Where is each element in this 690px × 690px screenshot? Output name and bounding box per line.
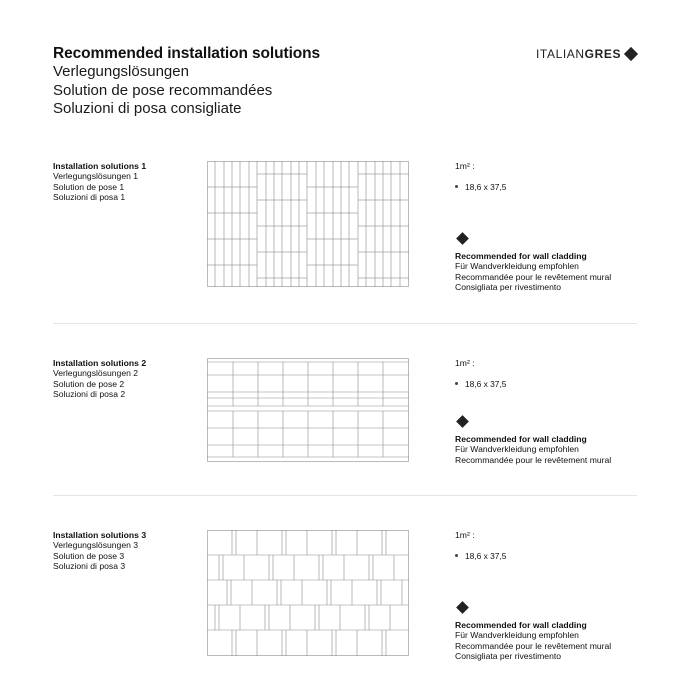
divider — [53, 323, 637, 324]
section-label-fr: Solution de pose 3 — [53, 550, 125, 561]
recommendation-fr: Recommandée pour le revêtement mural — [455, 454, 612, 465]
recommendation-title: Recommended for wall cladding — [455, 620, 587, 630]
tile-pattern-1 — [207, 161, 409, 287]
pattern-drawing — [207, 530, 409, 656]
recommendation-fr: Recommandée pour le revêtement mural — [455, 271, 612, 282]
logo-text-bold: GRES — [584, 47, 622, 61]
recommendation-it: Consigliata per rivestimento — [455, 650, 562, 661]
recommendation-de: Für Wandverkleidung empfohlen — [455, 261, 579, 272]
unit-label: 1m² : — [455, 161, 475, 171]
section-label-it: Soluzioni di posa 2 — [53, 388, 126, 399]
section-title: Installation solutions 1 — [53, 161, 147, 171]
recommendation-de: Für Wandverkleidung empfohlen — [455, 444, 579, 455]
installation-section-2 — [0, 358, 690, 508]
recommendation-fr: Recommandée pour le revêtement mural — [455, 640, 612, 651]
format-item — [455, 182, 506, 192]
subtitle-de: Verlegungslösungen — [53, 63, 189, 80]
recommendation — [455, 251, 611, 292]
installation-section-3 — [0, 530, 690, 680]
recommendation-title: Recommended for wall cladding — [455, 251, 587, 261]
format-value: 18,6 x 37,5 — [465, 182, 507, 192]
diamond-icon — [456, 232, 469, 245]
section-labels — [53, 530, 146, 571]
tile-pattern-2 — [207, 358, 409, 462]
pattern-drawing — [207, 358, 409, 462]
subtitle-fr: Solution de pose recommandées — [53, 81, 273, 99]
section-label-fr: Solution de pose 1 — [53, 181, 125, 192]
recommendation-title: Recommended for wall cladding — [455, 434, 587, 444]
format-value: 18,6 x 37,5 — [465, 551, 507, 561]
diamond-icon — [624, 47, 638, 61]
subtitle-it: Soluzioni di posa consigliate — [53, 100, 242, 117]
bullet-icon — [455, 382, 458, 385]
page-header — [53, 44, 320, 119]
diamond-icon — [456, 601, 469, 614]
bullet-icon — [455, 185, 458, 188]
section-label-it: Soluzioni di posa 3 — [53, 560, 126, 571]
recommendation — [455, 620, 611, 661]
section-title: Installation solutions 3 — [53, 530, 147, 540]
section-title: Installation solutions 2 — [53, 358, 147, 368]
recommendation-it: Consigliata per rivestimento — [455, 281, 562, 292]
format-value: 18,6 x 37,5 — [465, 379, 507, 389]
recommendation — [455, 434, 611, 465]
section-labels — [53, 161, 146, 202]
section-label-fr: Solution de pose 2 — [53, 378, 125, 389]
page-title: Recommended installation solutions — [53, 45, 321, 62]
divider — [53, 495, 637, 496]
section-label-it: Soluzioni di posa 1 — [53, 191, 126, 202]
pattern-drawing — [207, 161, 409, 287]
installation-section-1 — [0, 161, 690, 311]
brand-logo — [536, 46, 636, 62]
unit-label: 1m² : — [455, 358, 475, 368]
section-label-de: Verlegungslösungen 3 — [53, 540, 139, 551]
bullet-icon — [455, 554, 458, 557]
section-labels — [53, 358, 146, 399]
section-label-de: Verlegungslösungen 2 — [53, 368, 139, 379]
unit-label: 1m² : — [455, 530, 475, 540]
diamond-icon — [456, 415, 469, 428]
tile-pattern-3 — [207, 530, 409, 656]
format-item — [455, 551, 506, 561]
format-item — [455, 379, 506, 389]
section-label-de: Verlegungslösungen 1 — [53, 171, 139, 182]
recommendation-de: Für Wandverkleidung empfohlen — [455, 630, 579, 641]
logo-text-light: ITALIAN — [536, 47, 585, 61]
